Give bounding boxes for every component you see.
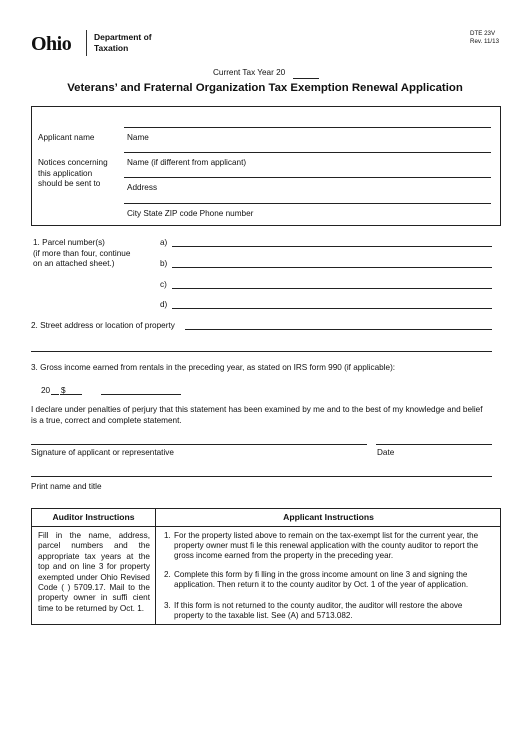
applicant-name-label: Applicant name (38, 133, 95, 142)
gross-income-label: 3. Gross income earned from rentals in the preceding year, as stated on IRS form 990 (if applicable): (31, 363, 396, 372)
parcel-field-a[interactable] (172, 246, 492, 247)
instruction-text: For the property listed above to remain on the tax-exempt list for the current year, the property owner must fi le this renewal application with the county auditor to report the gross income earned from the property in the preceding year. (174, 531, 479, 560)
department-line-1: Department of (94, 32, 152, 42)
instruction-number: 1. (164, 531, 171, 540)
name-if-different-label: Name (if different from applicant) (127, 158, 247, 167)
applicant-instruction-2 (164, 570, 494, 590)
parcel-field-d[interactable] (172, 308, 492, 309)
dollar-sign: $ (61, 386, 66, 395)
parcel-field-b[interactable] (172, 267, 492, 268)
name-label: Name (127, 133, 149, 142)
instruction-number: 3. (164, 601, 171, 610)
parcel-line-3: on an attached sheet.) (33, 259, 115, 269)
date-field[interactable] (376, 444, 492, 445)
notices-line-1: Notices concerning (38, 158, 108, 167)
ohio-logo: Ohio (31, 33, 72, 55)
auditor-instructions-header: Auditor Instructions (52, 512, 135, 522)
instructions-table (31, 508, 501, 625)
street-address-field-2[interactable] (31, 351, 492, 352)
applicant-instruction-3 (164, 601, 494, 621)
logo-divider (86, 30, 87, 56)
form-number (470, 30, 499, 46)
parcel-label-c: c) (160, 280, 167, 289)
notices-line-2: this application (38, 168, 93, 178)
applicant-instructions-header: Applicant Instructions (283, 512, 374, 522)
instruction-text: If this form is not returned to the county auditor, the auditor will restore the above property to the taxable list. See (A) and 5713.082. (174, 601, 463, 620)
city-state-zip-phone-label: City State ZIP code Phone number (127, 209, 254, 218)
signature-field[interactable] (31, 444, 367, 445)
date-label: Date (377, 448, 395, 457)
declaration-line-1: I declare under penalties of perjury that this statement has been examined by me and to the best of my knowledge and belief (31, 405, 483, 414)
instruction-text: Complete this form by fi lling in the gross income amount on line 3 and signing the application. Then return it to the county auditor by Oct. 1 of the year of application. (174, 570, 469, 589)
parcel-field-c[interactable] (172, 288, 492, 289)
instruction-number: 2. (164, 570, 171, 579)
instructions-header-divider (32, 526, 500, 527)
signature-label: Signature of applicant or representative (31, 448, 174, 457)
income-year-field[interactable] (51, 394, 59, 395)
address-label: Address (127, 183, 158, 192)
notices-label (38, 158, 108, 190)
notices-line-3: should be sent to (38, 179, 101, 189)
auditor-instructions-text: Fill in the name, address, parcel numbers and the appropriate tax years at the top and on line 3 for property exempted under Ohio Revised Code ( ) 5709.17. Mail to the property owner in suffi cient time to be returned by Oct. 1. (38, 531, 150, 613)
applicant-name-field[interactable] (124, 152, 491, 153)
department-line-2: Taxation (94, 42, 129, 53)
income-year-prefix: 20 (41, 386, 51, 395)
parcel-numbers-label (33, 238, 130, 270)
print-name-field[interactable] (31, 476, 492, 477)
parcel-label-d: d) (160, 300, 168, 309)
parcel-line-1: 1. Parcel number(s) (33, 238, 105, 247)
applicant-instruction-1 (164, 531, 494, 561)
tax-year-field[interactable] (293, 78, 319, 79)
parcel-label-b: b) (160, 259, 168, 268)
current-tax-year-label: Current Tax Year 20 (213, 68, 286, 77)
form-title: Veterans’ and Fraternal Organization Tax Exemption Renewal Application (67, 82, 463, 94)
declaration-text (31, 405, 501, 426)
street-address-field[interactable] (185, 329, 492, 330)
notice-name-field[interactable] (124, 177, 491, 178)
print-name-label: Print name and title (31, 482, 102, 491)
parcel-line-2: (if more than four, continue (33, 248, 131, 258)
street-address-label: 2. Street address or location of property (31, 321, 175, 330)
gross-income-amount-field[interactable] (101, 394, 181, 395)
address-field[interactable] (124, 203, 491, 204)
form-revision: Rev. 11/13 (470, 38, 500, 46)
dollar-underline (60, 394, 82, 395)
applicant-top-line (124, 127, 491, 128)
department-name (94, 32, 152, 53)
form-id: DTE 23V (470, 30, 496, 37)
declaration-line-2: is a true, correct and complete statement. (31, 415, 182, 425)
parcel-label-a: a) (160, 238, 168, 247)
